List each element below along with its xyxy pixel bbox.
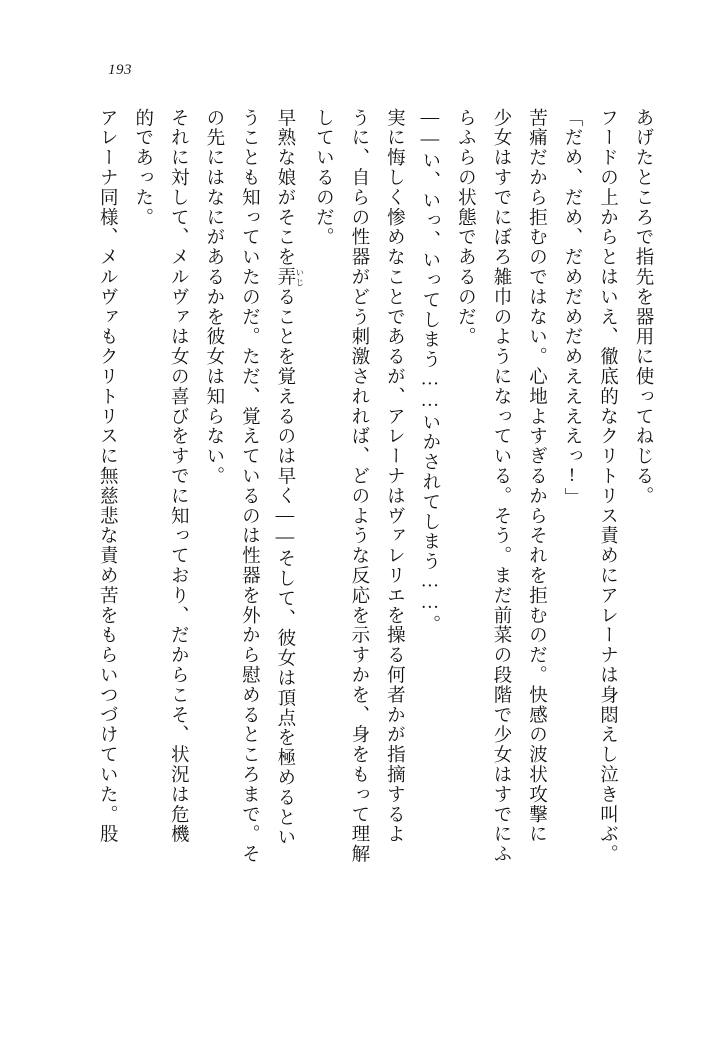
text-line: らふらの状態であるのだ。 [455, 108, 476, 347]
text-line: の先にはなにがあるかを彼女は知らない。 [203, 108, 224, 487]
text-line: 早熟な娘がそこを弄 いじることを覚えるのは早く――そして、彼女は頂点を極めるとい [274, 108, 305, 848]
text-line: 「だめ、だめ、だめだめだめええええっ!」 [561, 108, 582, 508]
body-text-block [60, 108, 660, 988]
text-line: フードの上からとはいえ、徹底的なクリトリス責めにアレーナは身悶えし泣き叫ぶ。 [597, 108, 618, 865]
ruby-annotation: 弄 いじ [274, 267, 305, 288]
text-line: 少女はすでにぼろ雑巾のようになっている。そう。まだ前菜の段階で少女はすでにふ [490, 108, 511, 865]
text-line: それに対して、メルヴァは女の喜びをすでに知っており、だからこそ、状況は危機 [168, 108, 189, 845]
text-line: アレーナ同様、メルヴァもクリトリスに無慈悲な責め苦をもらいつづけていた。股 [97, 108, 118, 845]
text-line: 実に悔しく惨めなことであるが、アレーナはヴァレリエを操る何者かが指摘するよ [384, 108, 405, 845]
text-line: 的であった。 [132, 108, 153, 228]
text-line: しているのだ。 [313, 108, 334, 248]
text-line: あげたところで指先を器用に使ってねじる。 [633, 108, 653, 506]
page-number: 193 [108, 62, 132, 78]
text-line: ――い、いっ、いってしまう……いかされてしまう……。 [419, 108, 440, 635]
text-line: 苦痛だから拒むのではない。心地よすぎるからそれを拒むのだ。快感の波状攻撃に [526, 108, 547, 845]
text-line: うことも知っていたのだ。ただ、覚えているのは性器を外から慰めるところまで。そ [239, 108, 260, 865]
text-line: うに、自らの性器がどう刺激されれば、どのような反応を示すかを、身をもって理解 [348, 108, 369, 865]
